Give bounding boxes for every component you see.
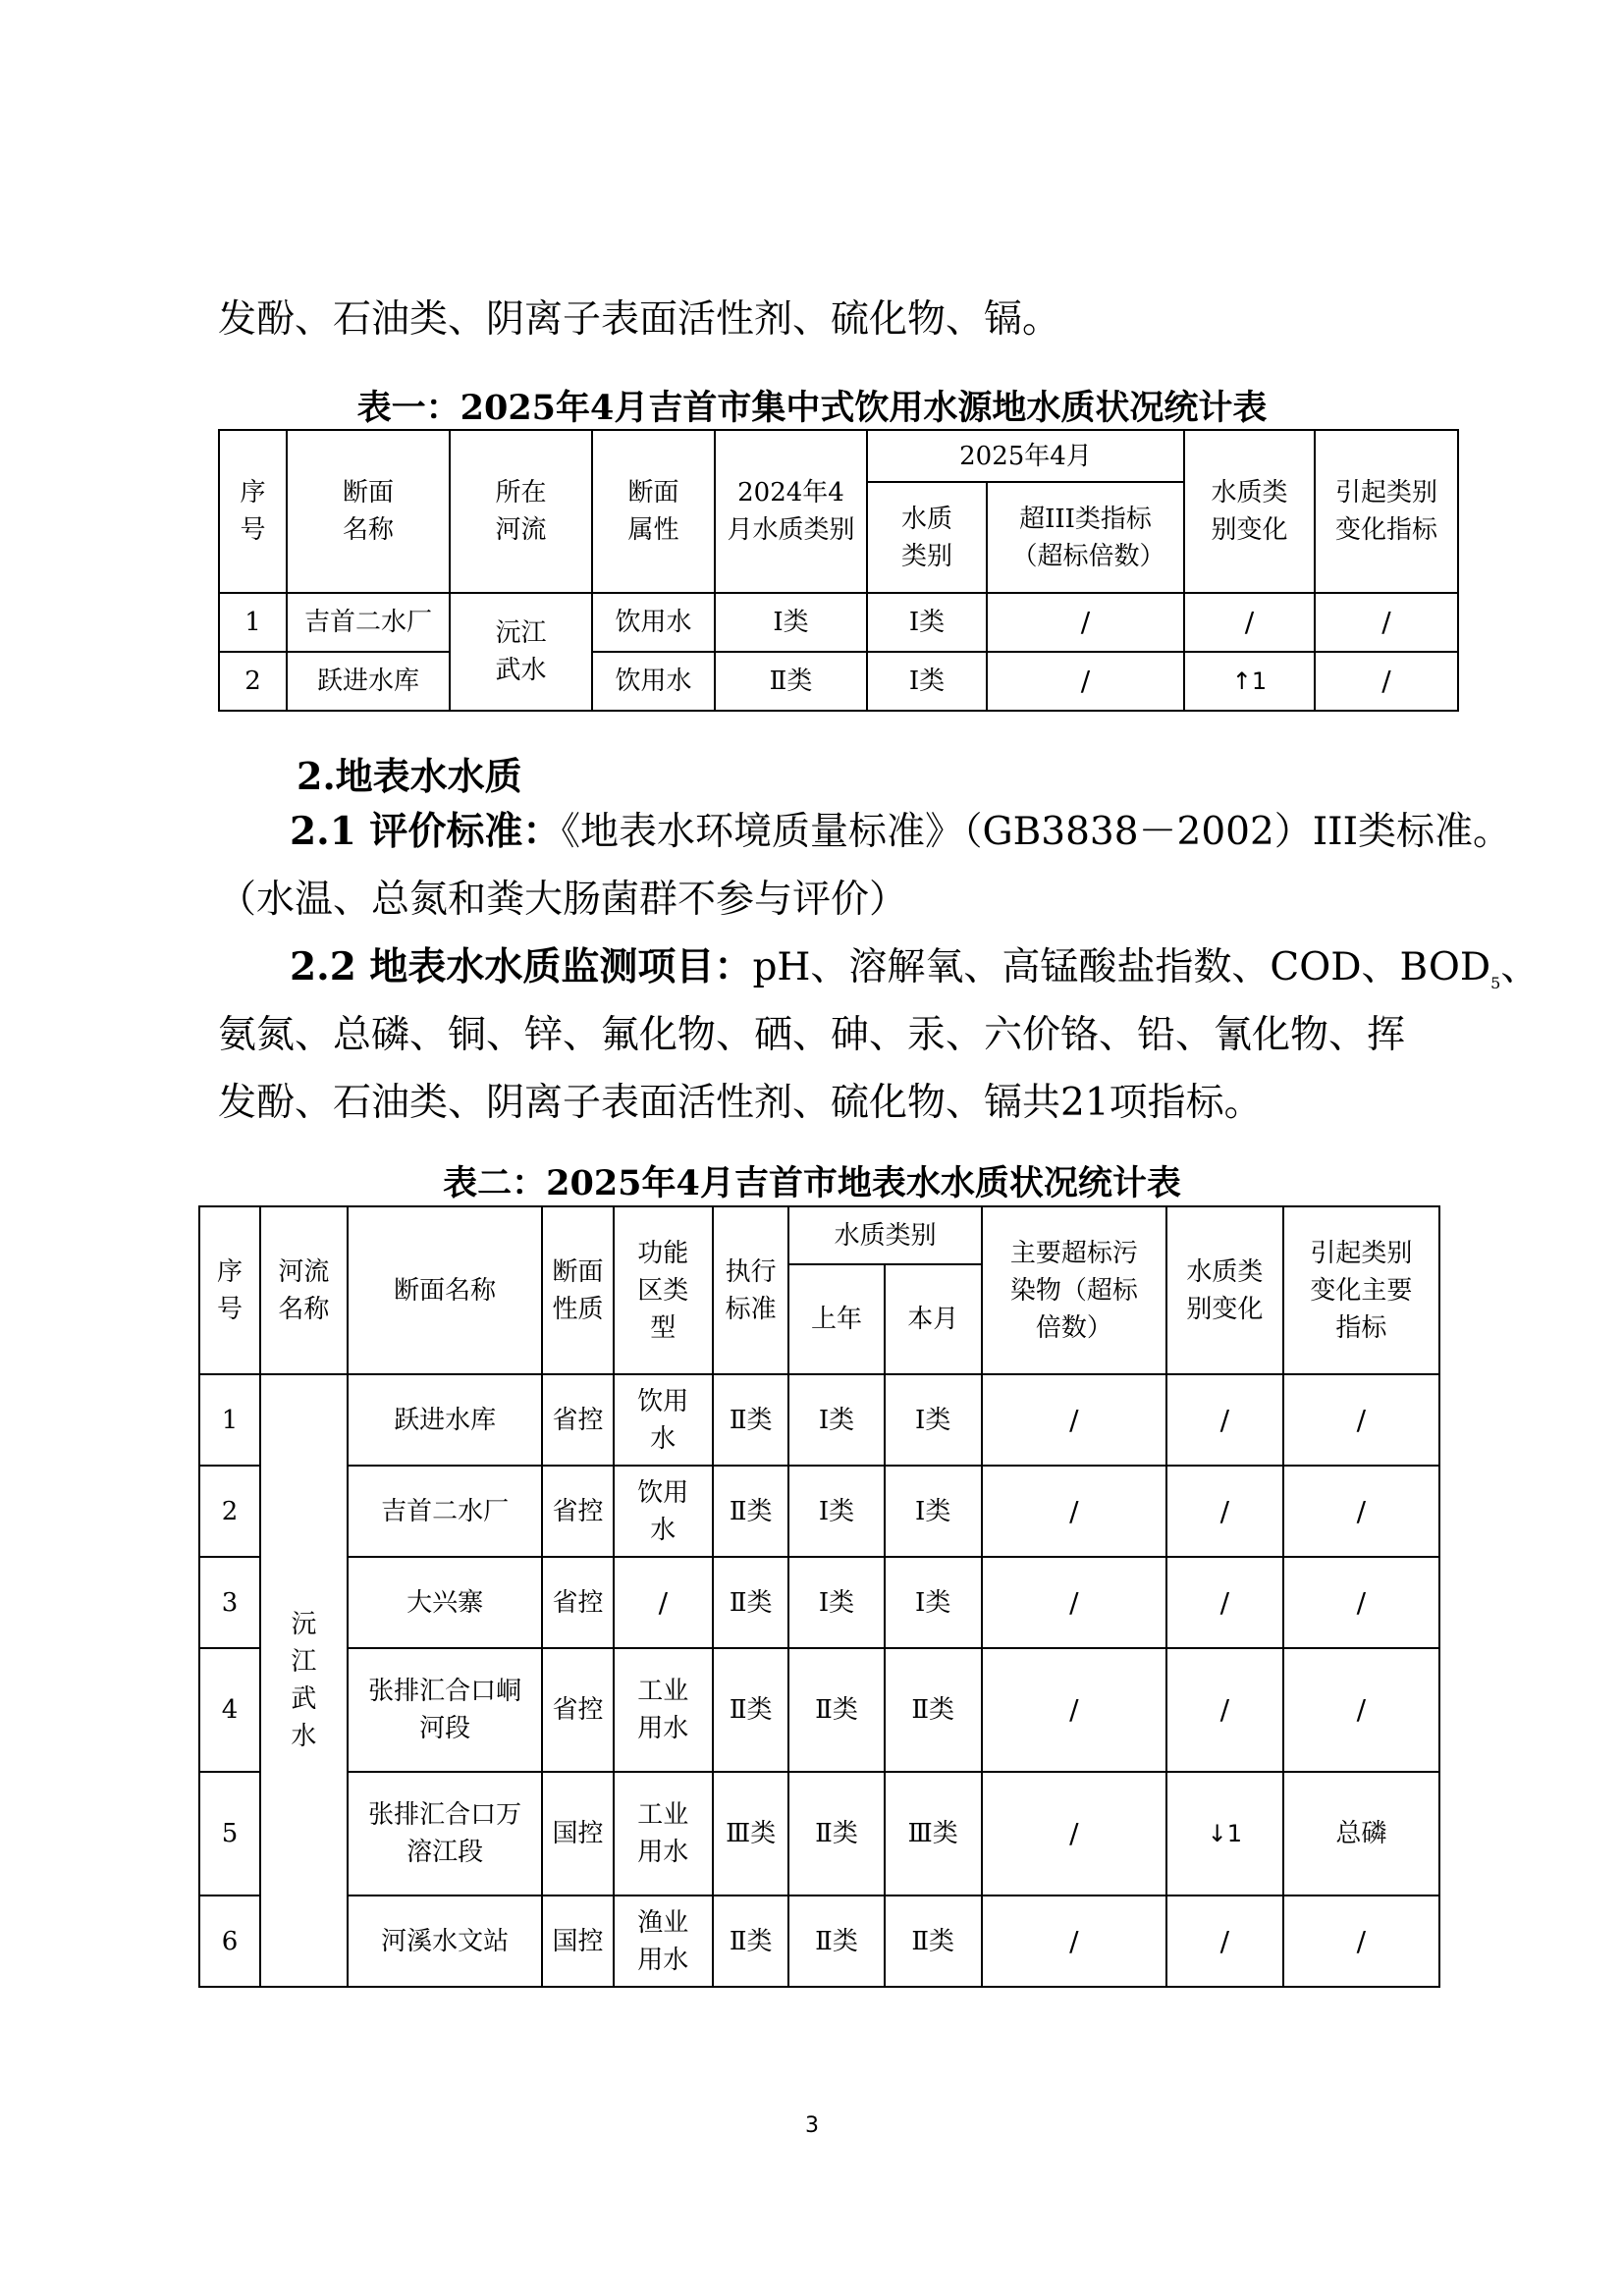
p22-subscript: 5 [1490, 973, 1501, 992]
t2-r6-std: Ⅱ类 [713, 1896, 789, 1987]
p22-line3: 发酚、石油类、阴离子表面活性剂、硫化物、镉共21项指标。 [218, 1081, 1263, 1125]
p22-line2: 氨氮、总磷、铜、锌、氟化物、硒、砷、汞、六价铬、铅、氰化物、挥 [218, 1013, 1406, 1057]
p22-line1 [290, 944, 1540, 1002]
t2-r6-nature: 国控 [542, 1896, 613, 1987]
t1-header-prev: 2024年4月水质类别 [715, 430, 867, 593]
table-row [199, 1772, 1439, 1896]
t2-r4-cause: / [1283, 1648, 1439, 1772]
t1-header-attr: 断面属性 [592, 430, 715, 593]
t2-header-river: 河流名称 [260, 1206, 348, 1374]
t1-r1-attr: 饮用水 [592, 593, 715, 652]
t2-r1-seq: 1 [199, 1374, 260, 1466]
t2-r3-cause: / [1283, 1557, 1439, 1648]
t1-r1-cur: Ⅰ类 [867, 593, 987, 652]
p22-text-a: pH、溶解氧、高锰酸盐指数、COD、BOD [752, 945, 1491, 989]
t1-header-river: 所在河流 [450, 430, 592, 593]
t1-header-change: 水质类别变化 [1184, 430, 1315, 593]
t2-r3-cur: Ⅰ类 [885, 1557, 982, 1648]
t2-river-merged: 沅江武水 [260, 1374, 348, 1987]
p21-text: 《地表水环境质量标准》（GB3838－2002）III类标准。 [561, 810, 1511, 854]
t1-r1-change: / [1184, 593, 1315, 652]
t1-header-seq: 序号 [219, 430, 287, 593]
t2-header-func: 功能区类型 [614, 1206, 713, 1374]
t1-r2-attr: 饮用水 [592, 652, 715, 711]
section2-heading: 2.地表水水质 [297, 754, 522, 798]
t2-header-this-month: 本月 [885, 1264, 982, 1374]
t2-r6-seq: 6 [199, 1896, 260, 1987]
intro-line: 发酚、石油类、阴离子表面活性剂、硫化物、镉。 [218, 297, 1061, 342]
table-row [199, 1374, 1439, 1466]
t2-r3-std: Ⅱ类 [713, 1557, 789, 1648]
t2-r3-section: 大兴寨 [348, 1557, 542, 1648]
t2-r2-cause: / [1283, 1466, 1439, 1557]
t2-r2-last: Ⅰ类 [788, 1466, 884, 1557]
t2-r4-seq: 4 [199, 1648, 260, 1772]
table-row [199, 1896, 1439, 1987]
t2-r5-func: 工业用水 [614, 1772, 713, 1896]
t1-header-cause: 引起类别变化指标 [1315, 430, 1458, 593]
t1-r2-section: 跃进水库 [287, 652, 450, 711]
t1-r2-cur: Ⅰ类 [867, 652, 987, 711]
p21-label: 2.1 评价标准： [290, 809, 562, 854]
table-row [219, 593, 1458, 652]
t1-r1-cause: / [1315, 593, 1458, 652]
table-row [219, 652, 1458, 711]
t2-r1-std: Ⅱ类 [713, 1374, 789, 1466]
t2-r4-std: Ⅱ类 [713, 1648, 789, 1772]
t1-r2-prev: Ⅱ类 [715, 652, 867, 711]
t2-r2-change: / [1166, 1466, 1283, 1557]
t2-r5-nature: 国控 [542, 1772, 613, 1896]
t2-r4-pollutant: / [982, 1648, 1166, 1772]
t2-r1-func: 饮用水 [614, 1374, 713, 1466]
t2-header-change: 水质类别变化 [1166, 1206, 1283, 1374]
t1-r1-section: 吉首二水厂 [287, 593, 450, 652]
t1-header-current-class: 水质类别 [867, 482, 987, 593]
table-row [199, 1466, 1439, 1557]
t2-r6-cur: Ⅱ类 [885, 1896, 982, 1987]
table2 [198, 1205, 1440, 1988]
t2-r6-pollutant: / [982, 1896, 1166, 1987]
t2-r1-nature: 省控 [542, 1374, 613, 1466]
t2-r5-cause: 总磷 [1283, 1772, 1439, 1896]
t1-r2-cause: / [1315, 652, 1458, 711]
t2-r5-pollutant: / [982, 1772, 1166, 1896]
t2-r5-section: 张排汇合口万溶江段 [348, 1772, 542, 1896]
t2-r3-func: / [614, 1557, 713, 1648]
t2-header-seq: 序号 [199, 1206, 260, 1374]
t2-r3-last: Ⅰ类 [788, 1557, 884, 1648]
table1-caption: 表一：2025年4月吉首市集中式饮用水源地水质状况统计表 [356, 388, 1268, 428]
t2-r3-seq: 3 [199, 1557, 260, 1648]
t1-river-merged: 沅江武水 [450, 593, 592, 711]
t2-header-pollutant: 主要超标污染物（超标倍数） [982, 1206, 1166, 1374]
t1-header-current-exceed: 超III类指标（超标倍数） [987, 482, 1184, 593]
t2-r4-cur: Ⅱ类 [885, 1648, 982, 1772]
t2-r2-nature: 省控 [542, 1466, 613, 1557]
t1-r2-change: ↑1 [1184, 652, 1315, 711]
t2-r1-section: 跃进水库 [348, 1374, 542, 1466]
table2-caption: 表二：2025年4月吉首市地表水水质状况统计表 [443, 1163, 1181, 1203]
t1-r1-exceed: / [987, 593, 1184, 652]
t2-r6-cause: / [1283, 1896, 1439, 1987]
page-number: 3 [805, 2113, 819, 2138]
t2-r6-func: 渔业用水 [614, 1896, 713, 1987]
t2-r2-cur: Ⅰ类 [885, 1466, 982, 1557]
t2-r5-change: ↓1 [1166, 1772, 1283, 1896]
t2-r6-last: Ⅱ类 [788, 1896, 884, 1987]
p21-line1 [290, 809, 1511, 854]
t1-r1-prev: Ⅰ类 [715, 593, 867, 652]
table-row [199, 1648, 1439, 1772]
t2-header-class-group: 水质类别 [788, 1206, 981, 1264]
t2-r5-last: Ⅱ类 [788, 1772, 884, 1896]
t2-r1-change: / [1166, 1374, 1283, 1466]
t2-r2-func: 饮用水 [614, 1466, 713, 1557]
t2-r1-last: Ⅰ类 [788, 1374, 884, 1466]
t2-r2-pollutant: / [982, 1466, 1166, 1557]
t2-r2-seq: 2 [199, 1466, 260, 1557]
t2-header-last-year: 上年 [788, 1264, 884, 1374]
t2-r5-std: Ⅲ类 [713, 1772, 789, 1896]
p22-text-b: 、 [1500, 945, 1540, 989]
table-row [199, 1557, 1439, 1648]
t1-header-section: 断面名称 [287, 430, 450, 593]
t1-r2-seq: 2 [219, 652, 287, 711]
t2-r4-nature: 省控 [542, 1648, 613, 1772]
t1-r1-seq: 1 [219, 593, 287, 652]
t2-r6-section: 河溪水文站 [348, 1896, 542, 1987]
t2-r3-pollutant: / [982, 1557, 1166, 1648]
t2-r5-seq: 5 [199, 1772, 260, 1896]
t2-r5-cur: Ⅲ类 [885, 1772, 982, 1896]
t2-r1-cur: Ⅰ类 [885, 1374, 982, 1466]
t2-r4-section: 张排汇合口峒河段 [348, 1648, 542, 1772]
t2-r1-pollutant: / [982, 1374, 1166, 1466]
t2-r4-change: / [1166, 1648, 1283, 1772]
t2-r3-nature: 省控 [542, 1557, 613, 1648]
table1 [218, 429, 1459, 712]
t2-r1-cause: / [1283, 1374, 1439, 1466]
t2-r6-change: / [1166, 1896, 1283, 1987]
p21-line2: （水温、总氮和粪大肠菌群不参与评价） [218, 878, 908, 922]
t2-r4-last: Ⅱ类 [788, 1648, 884, 1772]
t2-header-section: 断面名称 [348, 1206, 542, 1374]
t2-header-nature: 断面性质 [542, 1206, 613, 1374]
t2-r3-change: / [1166, 1557, 1283, 1648]
p22-label: 2.2 地表水水质监测项目： [290, 944, 753, 989]
t2-header-cause: 引起类别变化主要指标 [1283, 1206, 1439, 1374]
t1-r2-exceed: / [987, 652, 1184, 711]
t2-r2-std: Ⅱ类 [713, 1466, 789, 1557]
t2-r2-section: 吉首二水厂 [348, 1466, 542, 1557]
t1-header-current-group: 2025年4月 [867, 430, 1184, 482]
t2-header-std: 执行标准 [713, 1206, 789, 1374]
t2-r4-func: 工业用水 [614, 1648, 713, 1772]
